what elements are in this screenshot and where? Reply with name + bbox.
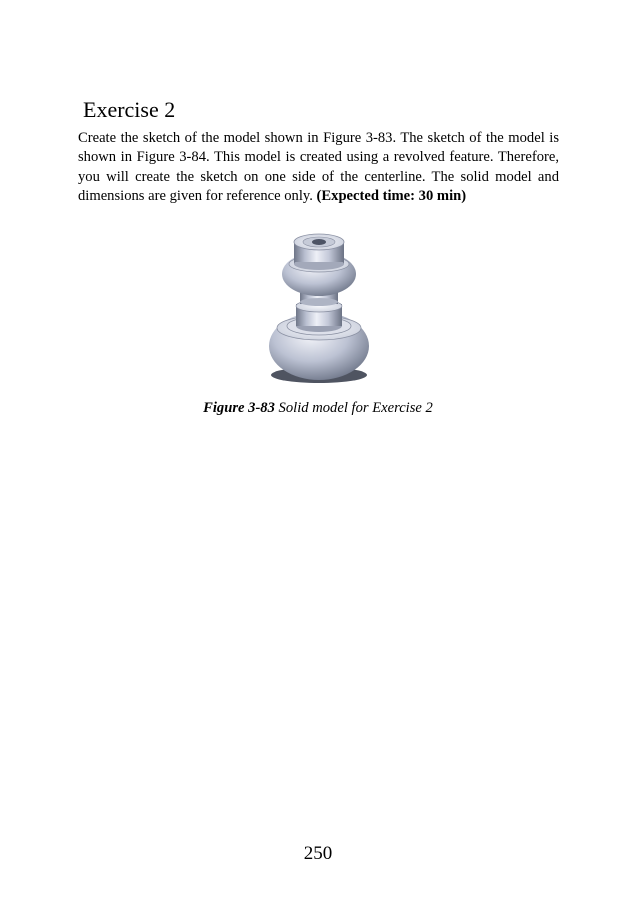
- description-text: Create the sketch of the model shown in Figure 3-83. The sketch of the model is shown in Figure 3-84. This model is created using a revolved feature. Therefore, you will create the sketch on one side of the centerline. The solid model and dimensions are given for reference only.: [78, 130, 559, 205]
- revolved-solid-model-image: [262, 228, 376, 388]
- page-number: 250: [303, 843, 333, 864]
- figure-caption-label: Figure 3-83: [203, 400, 275, 416]
- solid-model-figure: [262, 228, 376, 388]
- expected-time: (Expected time: 30 min): [316, 188, 467, 205]
- figure-caption: [0, 398, 636, 418]
- exercise-description: [78, 129, 559, 207]
- exercise-heading: Exercise 2: [83, 97, 176, 122]
- figure-caption-text: Solid model for Exercise 2: [274, 400, 433, 416]
